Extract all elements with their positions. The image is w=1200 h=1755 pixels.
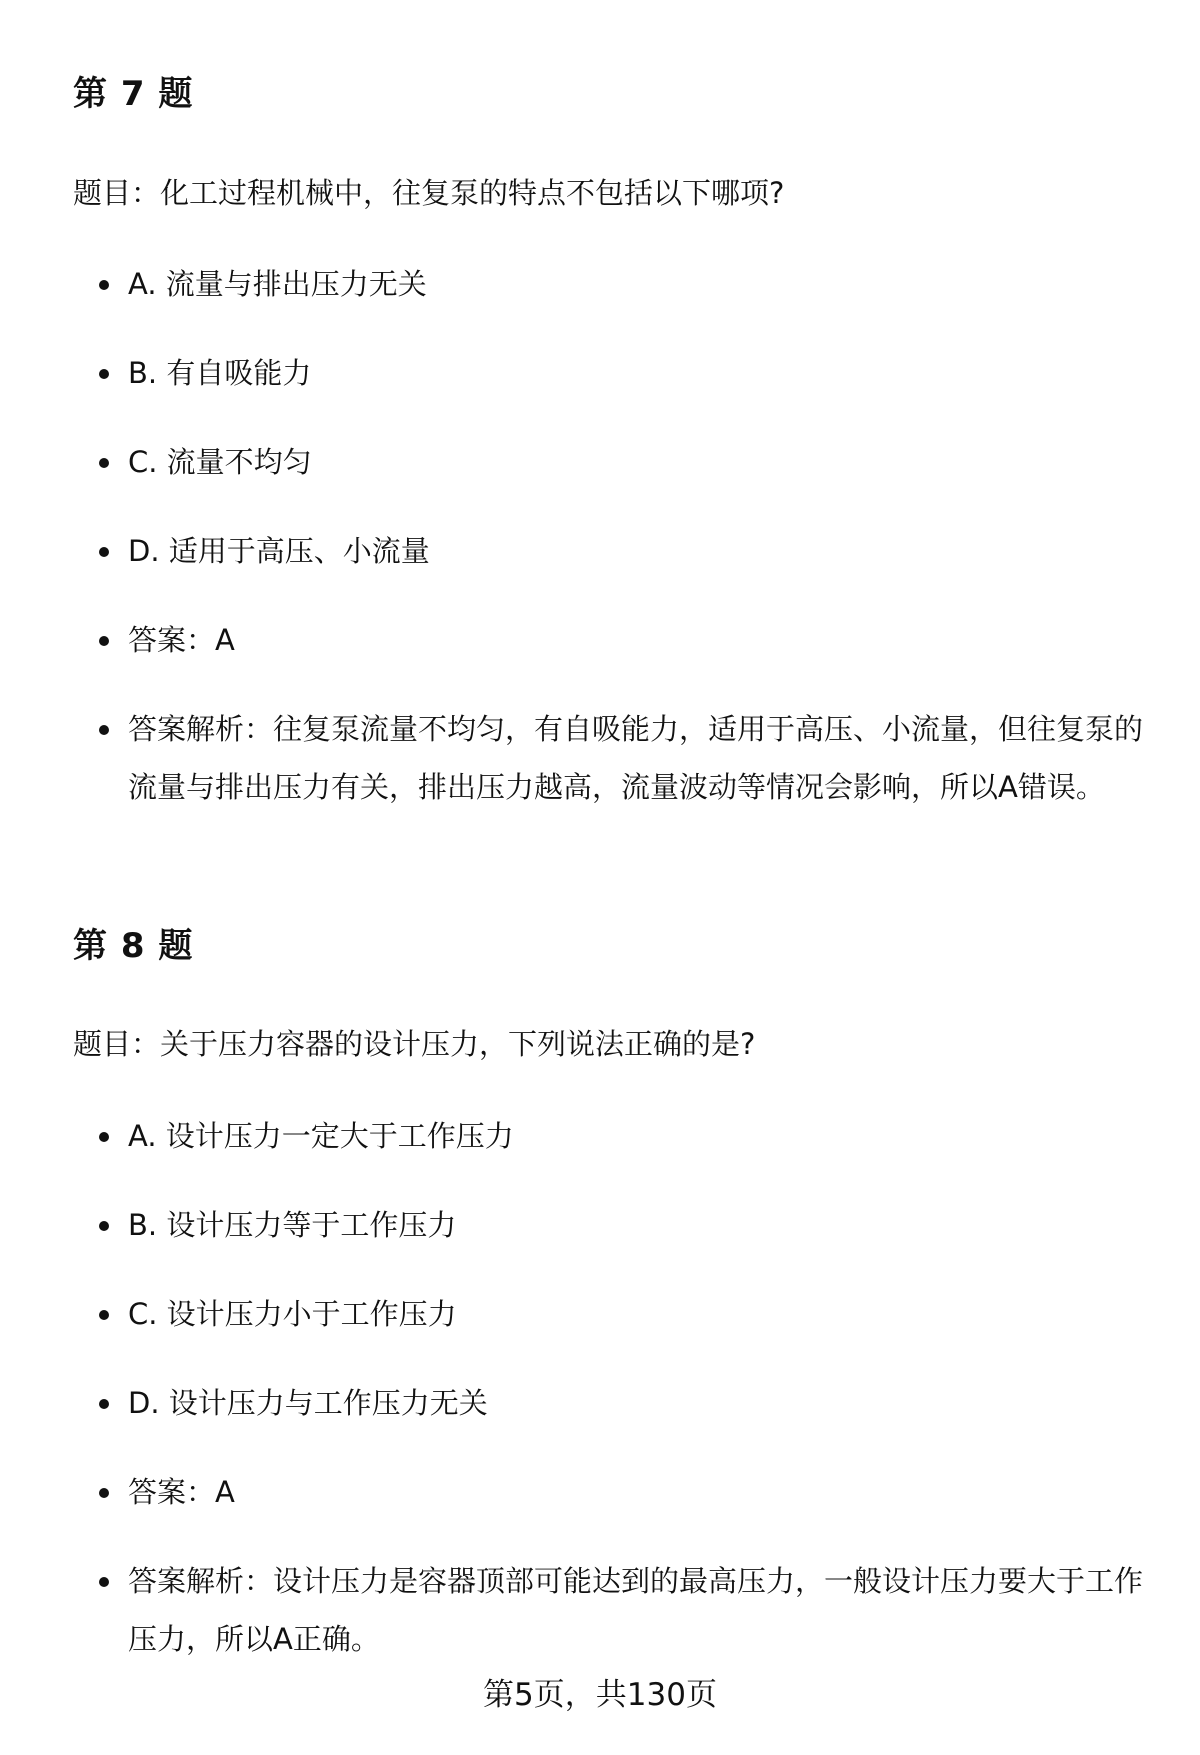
question-8-analysis: 答案解析：设计压力是容器顶部可能达到的最高压力，一般设计压力要大于工作压力，所以A正确。	[0, 1552, 1200, 1668]
question-8-answer: 答案：A	[0, 1463, 1200, 1521]
question-7-option-b: B. 有自吸能力	[0, 344, 1200, 402]
question-7-text: 题目：化工过程机械中，往复泵的特点不包括以下哪项?	[73, 176, 785, 210]
question-7-bullets	[0, 255, 1200, 847]
question-7-analysis: 答案解析：往复泵流量不均匀，有自吸能力，适用于高压、小流量，但往复泵的流量与排出压力有关，排出压力越高，流量波动等情况会影响，所以A错误。	[0, 700, 1200, 816]
question-8-option-a: A. 设计压力一定大于工作压力	[0, 1107, 1200, 1165]
page-number-footer: 第5页，共130页	[483, 1677, 717, 1713]
question-8-option-c: C. 设计压力小于工作压力	[0, 1285, 1200, 1343]
question-7-answer: 答案：A	[0, 611, 1200, 669]
question-8-heading: 第 8 题	[73, 926, 194, 966]
question-7-option-d: D. 适用于高压、小流量	[0, 522, 1200, 580]
question-8-option-d: D. 设计压力与工作压力无关	[0, 1374, 1200, 1432]
question-8-option-b: B. 设计压力等于工作压力	[0, 1196, 1200, 1254]
question-7-option-c: C. 流量不均匀	[0, 433, 1200, 491]
question-8-bullets	[0, 1107, 1200, 1699]
question-8-text: 题目：关于压力容器的设计压力，下列说法正确的是?	[73, 1027, 756, 1061]
question-7-option-a: A. 流量与排出压力无关	[0, 255, 1200, 313]
question-7-heading: 第 7 题	[73, 74, 194, 114]
